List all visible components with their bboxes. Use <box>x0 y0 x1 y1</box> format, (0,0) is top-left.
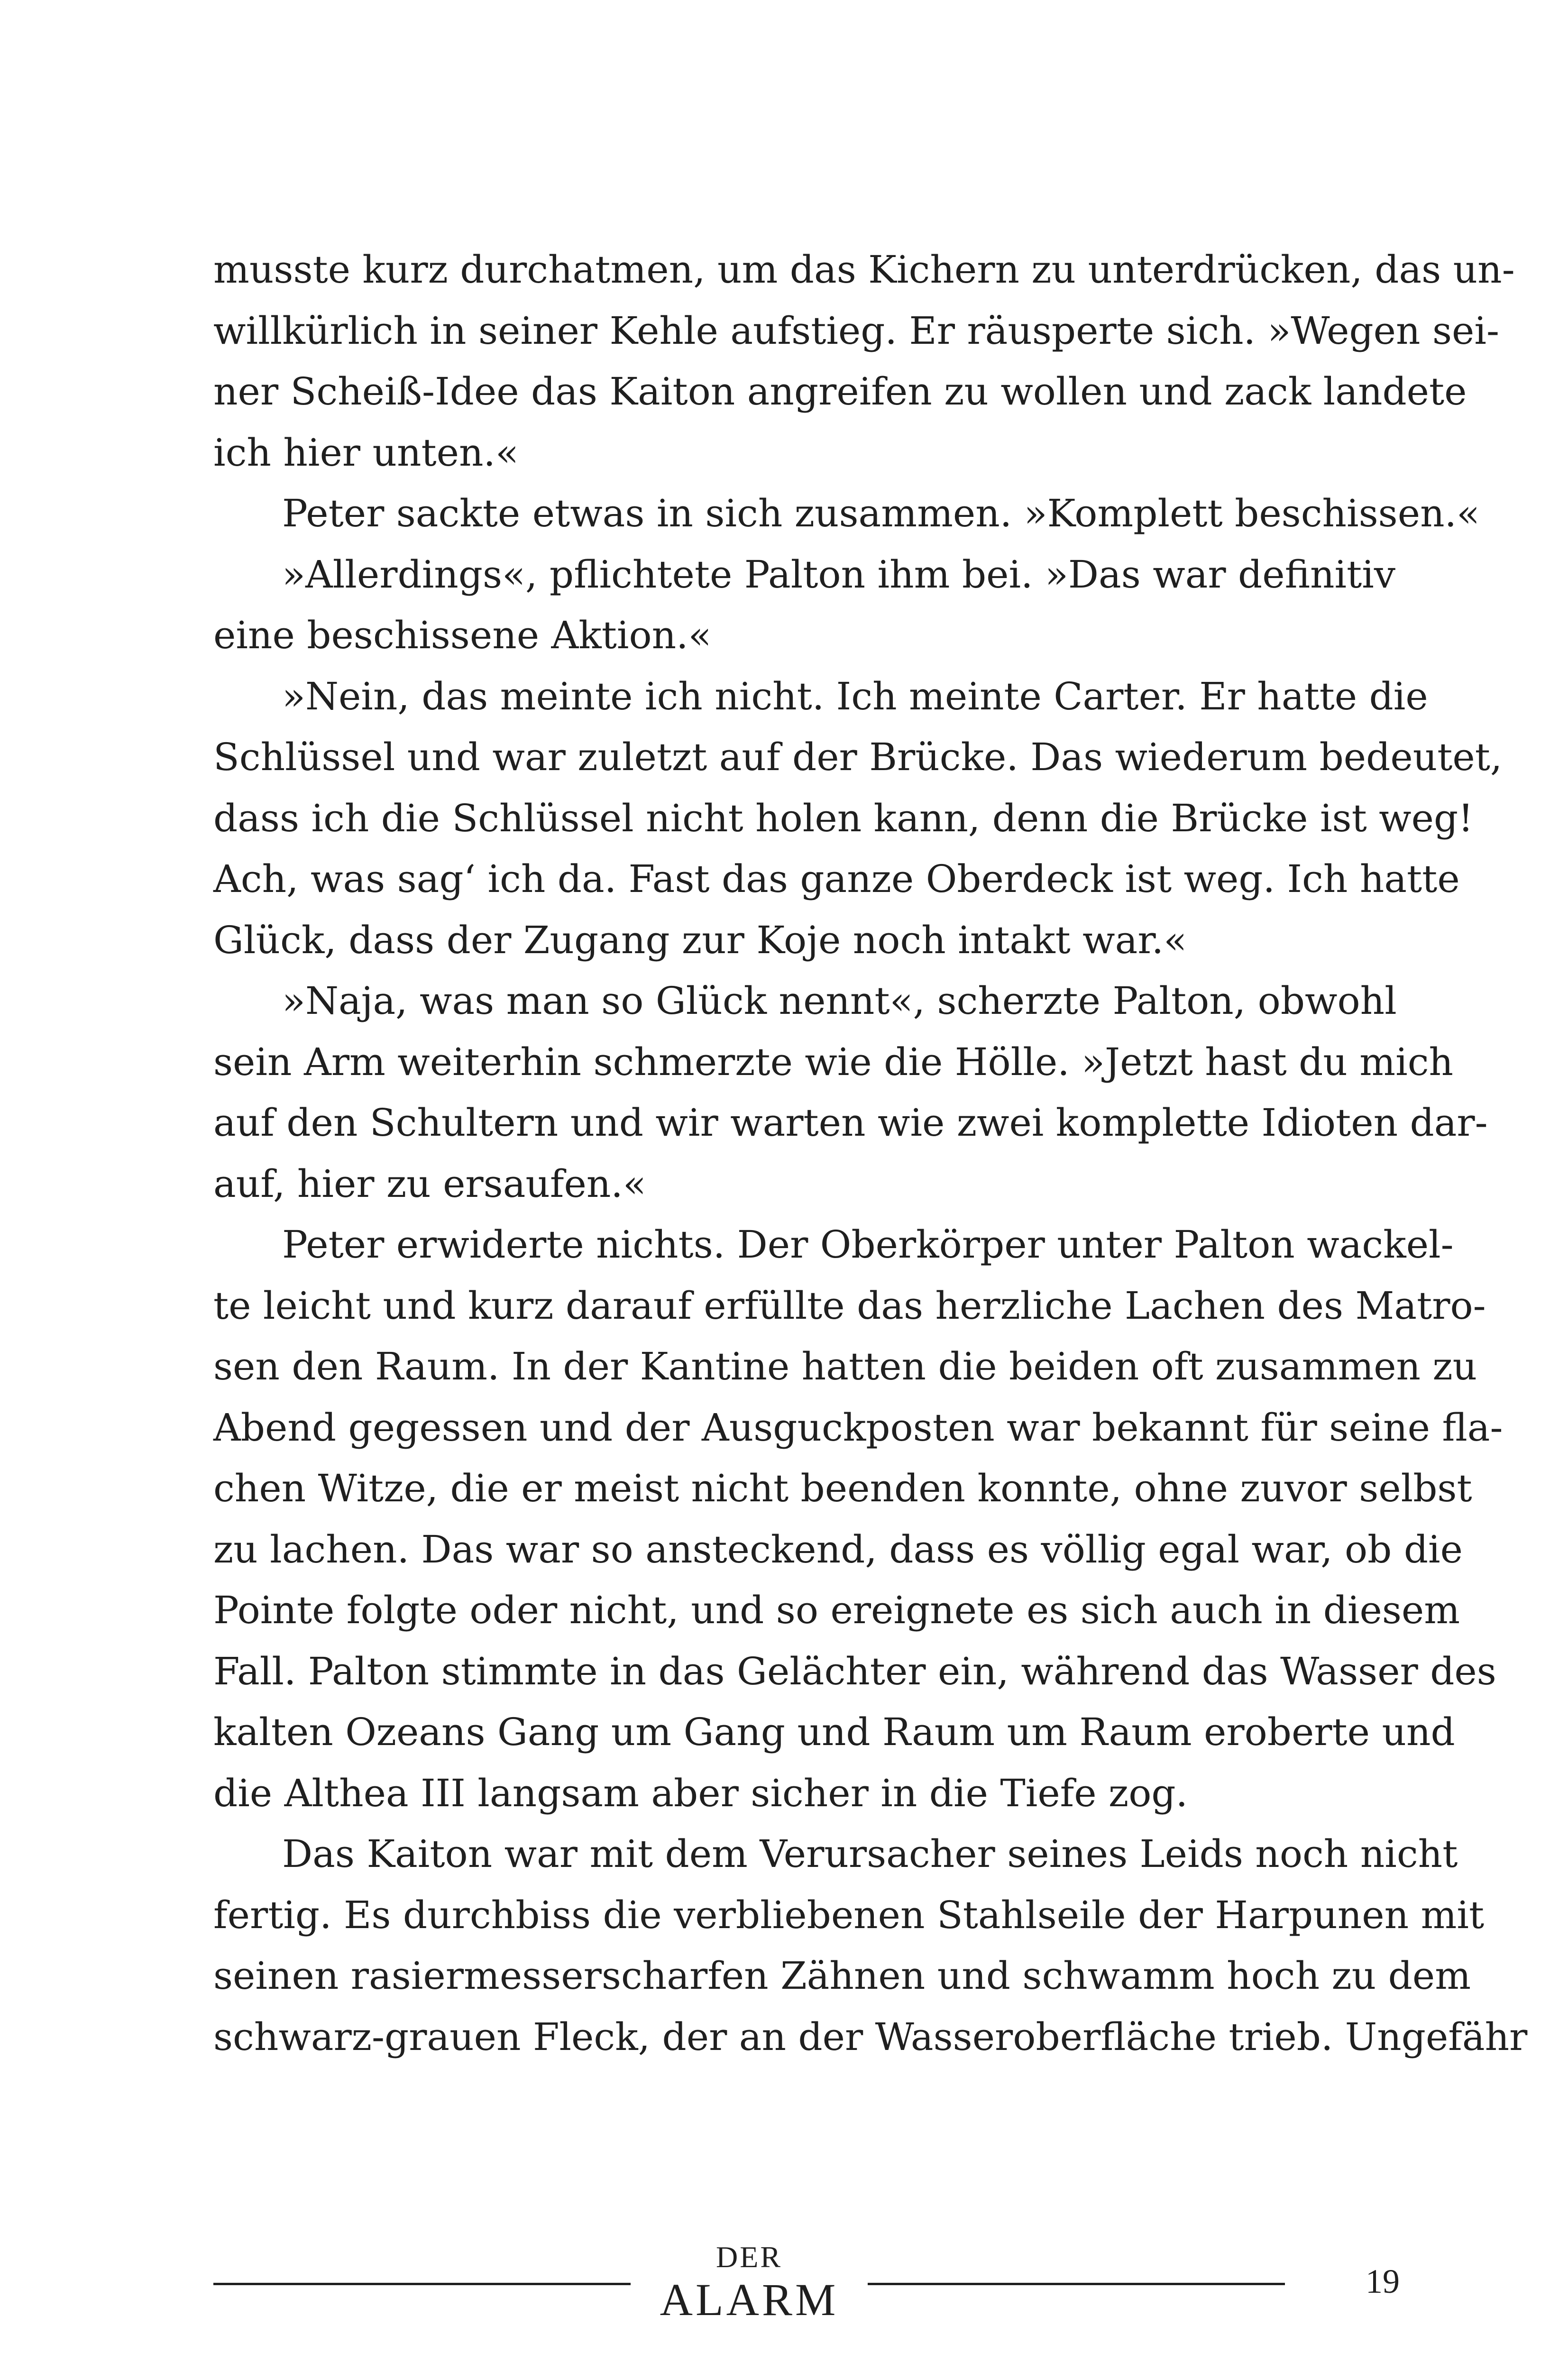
text-line: sein Arm weiterhin schmerzte wie die Hölle. »Jetzt hast du mich <box>213 1039 1454 1084</box>
text-line: Pointe folgte oder nicht, und so ereignete es sich auch in diesem <box>213 1588 1460 1632</box>
text-line: kalten Ozeans Gang um Gang und Raum um Raum eroberte und <box>213 1710 1455 1754</box>
text-line: seinen rasiermesserscharfen Zähnen und schwamm hoch zu dem <box>213 1954 1471 1998</box>
text-line: ich hier unten.« <box>213 430 519 475</box>
book-title-bottom: ALARM <box>660 2274 839 2325</box>
text-line: willkürlich in seiner Kehle aufstieg. Er räusperte sich. »Wegen sei- <box>213 308 1499 353</box>
text-line: Fall. Palton stimmte in das Gelächter ein, während das Wasser des <box>213 1649 1496 1693</box>
text-line: Das Kaiton war mit dem Verursacher seines Leids noch nicht <box>282 1832 1458 1876</box>
text-line: »Naja, was man so Glück nennt«, scherzte Palton, obwohl <box>282 979 1397 1023</box>
footer-rule-left <box>213 2283 631 2285</box>
text-line: auf, hier zu ersaufen.« <box>213 1161 646 1206</box>
text-line: zu lachen. Das war so ansteckend, dass es völlig egal war, ob die <box>213 1527 1463 1571</box>
text-line: musste kurz durchatmen, um das Kichern zu unterdrücken, das un- <box>213 248 1515 292</box>
text-line: Peter erwiderte nichts. Der Oberkörper unter Palton wackel- <box>282 1222 1454 1267</box>
text-line: schwarz-grauen Fleck, der an der Wasseroberfläche trieb. Ungefähr <box>213 2014 1528 2059</box>
text-line: »Allerdings«, pflichtete Palton ihm bei. »Das war definitiv <box>282 552 1396 597</box>
body-text <box>213 239 1528 2068</box>
text-line: te leicht und kurz darauf erfüllte das herzliche Lachen des Matro- <box>213 1283 1486 1328</box>
text-line: Abend gegessen und der Ausguckposten war bekannt für seine fla- <box>213 1405 1503 1450</box>
page-footer <box>0 2240 1568 2371</box>
text-line: fertig. Es durchbiss die verbliebenen Stahlseile der Harpunen mit <box>213 1893 1485 1937</box>
text-line: eine beschissene Aktion.« <box>213 613 712 657</box>
text-line: Peter sackte etwas in sich zusammen. »Komplett beschissen.« <box>282 491 1480 535</box>
text-line: chen Witze, die er meist nicht beenden konnte, ohne zuvor selbst <box>213 1466 1472 1510</box>
text-line: dass ich die Schlüssel nicht holen kann, denn die Brücke ist weg! <box>213 796 1474 840</box>
book-title-logo <box>631 2238 868 2324</box>
text-line: »Nein, das meinte ich nicht. Ich meinte Carter. Er hatte die <box>282 674 1428 718</box>
book-title-top: DER <box>716 2240 782 2274</box>
text-line: die Althea III langsam aber sicher in die Tiefe zog. <box>213 1771 1188 1815</box>
page-number: 19 <box>1366 2262 1400 2300</box>
text-line: sen den Raum. In der Kantine hatten die beiden oft zusammen zu <box>213 1344 1477 1388</box>
text-line: Schlüssel und war zuletzt auf der Brücke. Das wiederum bedeutet, <box>213 735 1503 779</box>
text-line: Ach, was sag‘ ich da. Fast das ganze Oberdeck ist weg. Ich hatte <box>213 857 1460 901</box>
text-line: ner Scheiß-Idee das Kaiton angreifen zu wollen und zack landete <box>213 369 1467 414</box>
footer-rule-right <box>868 2283 1285 2285</box>
text-line: auf den Schultern und wir warten wie zwei komplette Idioten dar- <box>213 1101 1488 1145</box>
text-line: Glück, dass der Zugang zur Koje noch intakt war.« <box>213 918 1187 962</box>
